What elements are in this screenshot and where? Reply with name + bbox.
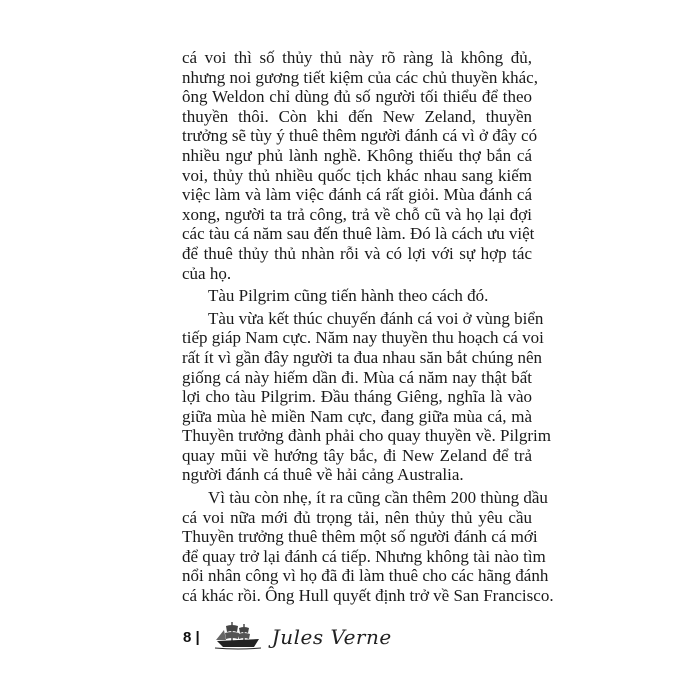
text-line: cá khác rồi. Ông Hull quyết định trở về San Francisco. xyxy=(182,586,554,606)
paragraph xyxy=(182,48,538,283)
text-line: nhiều ngư phủ lành nghề. Không thiếu thợ bắn cá xyxy=(182,145,532,165)
book-page-text xyxy=(182,48,554,609)
text-line: Thuyền trưởng đành phải cho quay thuyền về. Pilgrim xyxy=(182,426,551,446)
text-line: Thuyền trưởng thuê thêm một số người đánh cá mới xyxy=(182,527,538,547)
text-line: để quay trở lại đánh cá tiếp. Nhưng không tài nào tìm xyxy=(182,546,546,566)
text-line: lợi cho tàu Pilgrim. Đầu tháng Giêng, nghĩa là vào xyxy=(182,387,532,407)
text-line: giống cá này hiếm dần đi. Mùa cá năm nay thật bất xyxy=(182,367,532,387)
author-signature: Jules Verne xyxy=(271,625,392,649)
text-line: các tàu cá năm sau đến thuê làm. Đó là cách ưu việt xyxy=(182,224,535,244)
text-line: nổi nhân công vì họ đã đi làm thuê cho các hãng đánh xyxy=(182,566,549,586)
text-line: quay mũi về hướng tây bắc, đi New Zeland để trả xyxy=(182,445,532,465)
text-line: trưởng sẽ tùy ý thuê thêm người đánh cá vì ở đây có xyxy=(182,126,538,146)
text-line: cá voi nữa mới đủ trọng tải, nên thủy thủ yêu cầu xyxy=(182,507,532,527)
text-line: của họ. xyxy=(182,263,232,283)
text-line: nhưng noi gương tiết kiệm của các chủ thuyền khác, xyxy=(182,67,538,87)
text-line: Tàu vừa kết thúc chuyến đánh cá voi ở vùng biển xyxy=(208,308,544,328)
text-line: xong, người ta trả công, trả về chỗ cũ và họ lại đợi xyxy=(182,204,532,224)
text-line: Tàu Pilgrim cũng tiến hành theo cách đó. xyxy=(208,286,489,306)
text-line: cá voi thì số thủy thủ này rõ ràng là không đủ, xyxy=(182,48,532,67)
page-number: 8 | xyxy=(183,628,200,646)
text-line: rất ít vì gần đây người ta đua nhau săn bắt chúng nên xyxy=(182,347,542,367)
text-line: để thuê thủy thủ nhàn rỗi và có lợi với sự hợp tác xyxy=(182,243,532,263)
paragraph xyxy=(182,308,551,485)
sailing-ship-icon xyxy=(214,620,262,655)
paragraph xyxy=(182,286,532,306)
text-line: người đánh cá thuê về hải cảng Australia. xyxy=(182,465,464,485)
text-line: việc làm và làm việc đánh cá rất giỏi. Mùa đánh cá xyxy=(182,185,532,205)
text-line: tiếp giáp Nam cực. Năm nay thuyền thu hoạch cá voi xyxy=(182,328,544,348)
paragraph xyxy=(182,488,554,606)
text-line: Vì tàu còn nhẹ, ít ra cũng cần thêm 200 thùng dầu xyxy=(208,488,548,508)
text-line: giữa mùa hè miền Nam cực, đang giữa mùa cá, mà xyxy=(182,406,532,426)
text-line: ông Weldon chỉ dùng đủ số người tối thiểu để theo xyxy=(182,87,532,107)
text-line: thuyền thôi. Còn khi đến New Zeland, thuyền xyxy=(182,106,532,126)
page-footer xyxy=(183,622,392,652)
text-line: voi, thủy thủ nhiều quốc tịch khác nhau sang kiếm xyxy=(182,165,532,185)
